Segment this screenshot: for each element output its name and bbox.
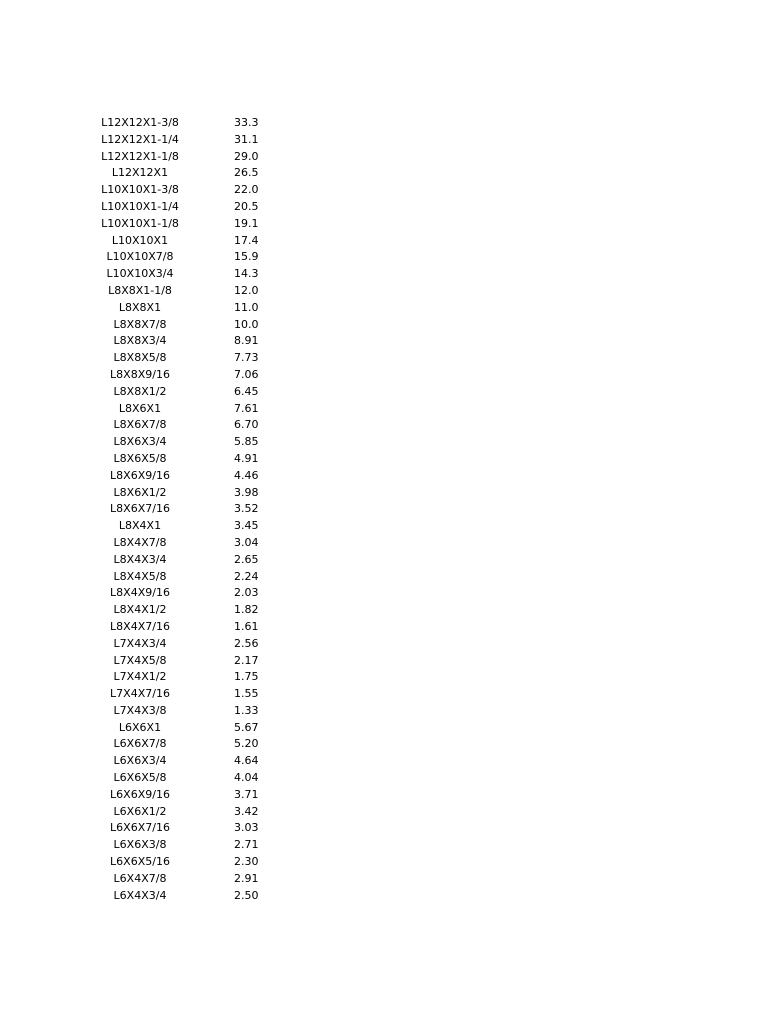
table-row	[0, 686, 768, 703]
section-name-cell: L8X4X3/4	[113, 552, 167, 566]
table-row	[0, 703, 768, 720]
value-cell: 14.3	[234, 267, 259, 281]
value-cell: 5.67	[234, 720, 259, 734]
table-row	[0, 787, 768, 804]
value-cell: 22.0	[234, 183, 259, 197]
table-row	[0, 317, 768, 334]
table-row	[0, 333, 768, 350]
value-cell: 4.46	[234, 468, 259, 482]
value-cell: 3.03	[234, 821, 259, 835]
section-name-cell: L6X6X3/8	[113, 838, 167, 852]
value-cell: 3.42	[234, 804, 259, 818]
section-name-cell: L12X12X1-3/8	[101, 116, 179, 129]
value-cell: 1.33	[234, 703, 259, 717]
value-cell: 11.0	[234, 300, 259, 314]
table-row	[0, 165, 768, 182]
value-cell: 2.65	[234, 552, 259, 566]
section-name-cell: L7X4X5/8	[113, 653, 167, 667]
section-name-cell: L8X6X3/4	[113, 435, 167, 449]
section-name-cell: L8X6X5/8	[113, 451, 167, 465]
table-row	[0, 888, 768, 905]
value-cell: 19.1	[234, 216, 259, 230]
value-cell: 1.61	[234, 619, 259, 633]
section-name-cell: L8X6X1	[118, 401, 162, 415]
table-row	[0, 300, 768, 317]
section-name-cell: L6X4X3/4	[113, 888, 167, 902]
value-cell: 1.75	[234, 670, 259, 684]
table-row	[0, 249, 768, 266]
table-row	[0, 233, 768, 250]
section-name-cell: L8X4X1	[118, 519, 162, 533]
table-row	[0, 283, 768, 300]
table-row	[0, 837, 768, 854]
section-name-cell: L8X6X7/8	[113, 418, 167, 432]
table-row	[0, 132, 768, 149]
value-cell: 2.91	[234, 871, 259, 885]
value-cell: 3.71	[234, 787, 259, 801]
table-row	[0, 820, 768, 837]
table-row	[0, 535, 768, 552]
value-cell: 7.06	[234, 367, 259, 381]
section-name-cell: L6X4X7/8	[113, 871, 167, 885]
table-row	[0, 182, 768, 199]
section-name-cell: L12X12X1	[111, 166, 169, 180]
value-cell: 26.5	[234, 166, 259, 180]
table-row	[0, 653, 768, 670]
value-cell: 2.03	[234, 586, 259, 600]
value-cell: 6.45	[234, 384, 259, 398]
table-row	[0, 451, 768, 468]
value-cell: 2.71	[234, 838, 259, 852]
value-cell: 5.20	[234, 737, 259, 751]
table-row	[0, 367, 768, 384]
section-name-cell: L10X10X1	[111, 233, 169, 247]
table-row	[0, 552, 768, 569]
table-row	[0, 585, 768, 602]
value-cell: 1.82	[234, 603, 259, 617]
section-name-cell: L8X8X3/4	[113, 334, 167, 348]
value-cell: 4.04	[234, 771, 259, 785]
table-row	[0, 518, 768, 535]
section-name-cell: L8X8X1-1/8	[108, 283, 172, 297]
table-row	[0, 753, 768, 770]
value-cell: 3.52	[234, 502, 259, 516]
value-cell: 2.24	[234, 569, 259, 583]
value-cell: 33.3	[234, 116, 259, 129]
section-name-cell: L8X8X7/8	[113, 317, 167, 331]
value-cell: 20.5	[234, 199, 259, 213]
section-name-cell: L7X4X3/8	[113, 703, 167, 717]
value-cell: 2.50	[234, 888, 259, 902]
table-row	[0, 619, 768, 636]
value-cell: 7.73	[234, 351, 259, 365]
section-name-cell: L8X4X9/16	[110, 586, 170, 600]
section-name-cell: L7X4X7/16	[110, 687, 170, 701]
value-cell: 2.56	[234, 636, 259, 650]
value-cell: 17.4	[234, 233, 259, 247]
table-row	[0, 384, 768, 401]
value-cell: 2.17	[234, 653, 259, 667]
value-cell: 7.61	[234, 401, 259, 415]
section-name-cell: L6X6X1	[118, 720, 162, 734]
table-row	[0, 485, 768, 502]
section-name-cell: L12X12X1-1/4	[101, 132, 179, 146]
section-name-cell: L10X10X1-1/4	[101, 199, 179, 213]
table-row	[0, 569, 768, 586]
table-row	[0, 720, 768, 737]
section-name-cell: L8X6X1/2	[113, 485, 167, 499]
section-name-cell: L6X6X3/4	[113, 754, 167, 768]
section-name-cell: L8X8X1/2	[113, 384, 167, 398]
section-name-cell: L8X8X9/16	[110, 367, 170, 381]
table-row	[0, 115, 768, 132]
value-cell: 3.04	[234, 535, 259, 549]
section-name-cell: L10X10X7/8	[106, 250, 174, 264]
table-row	[0, 636, 768, 653]
table-row	[0, 602, 768, 619]
value-cell: 3.45	[234, 519, 259, 533]
section-name-cell: L6X6X9/16	[110, 787, 170, 801]
table-row	[0, 266, 768, 283]
value-cell: 4.64	[234, 754, 259, 768]
value-cell: 1.55	[234, 687, 259, 701]
table-row	[0, 854, 768, 871]
table-row	[0, 468, 768, 485]
section-name-cell: L6X6X7/16	[110, 821, 170, 835]
table-row	[0, 871, 768, 888]
data-table	[0, 115, 768, 904]
section-name-cell: L12X12X1-1/8	[101, 149, 179, 163]
section-name-cell: L8X8X1	[118, 300, 162, 314]
table-row	[0, 199, 768, 216]
value-cell: 12.0	[234, 283, 259, 297]
section-name-cell: L6X6X5/16	[110, 855, 170, 869]
value-cell: 8.91	[234, 334, 259, 348]
table-row	[0, 417, 768, 434]
table-row	[0, 736, 768, 753]
value-cell: 29.0	[234, 149, 259, 163]
section-name-cell: L6X6X7/8	[113, 737, 167, 751]
section-name-cell: L7X4X1/2	[113, 670, 167, 684]
section-name-cell: L7X4X3/4	[113, 636, 167, 650]
section-name-cell: L10X10X1-3/8	[101, 183, 179, 197]
section-name-cell: L8X4X1/2	[113, 603, 167, 617]
value-cell: 6.70	[234, 418, 259, 432]
value-cell: 3.98	[234, 485, 259, 499]
value-cell: 31.1	[234, 132, 259, 146]
value-cell: 10.0	[234, 317, 259, 331]
table-row	[0, 770, 768, 787]
table-row	[0, 804, 768, 821]
section-name-cell: L8X4X7/8	[113, 535, 167, 549]
section-name-cell: L10X10X3/4	[106, 267, 174, 281]
table-row	[0, 149, 768, 166]
value-cell: 5.85	[234, 435, 259, 449]
section-name-cell: L8X4X7/16	[110, 619, 170, 633]
section-name-cell: L8X4X5/8	[113, 569, 167, 583]
table-row	[0, 434, 768, 451]
section-name-cell: L6X6X1/2	[113, 804, 167, 818]
value-cell: 15.9	[234, 250, 259, 264]
section-name-cell: L8X8X5/8	[113, 351, 167, 365]
table-row	[0, 401, 768, 418]
table-row	[0, 669, 768, 686]
section-name-cell: L6X6X5/8	[113, 771, 167, 785]
value-cell: 2.30	[234, 855, 259, 869]
section-name-cell: L8X6X9/16	[110, 468, 170, 482]
table-row	[0, 501, 768, 518]
value-cell: 4.91	[234, 451, 259, 465]
section-name-cell: L8X6X7/16	[110, 502, 170, 516]
table-row	[0, 216, 768, 233]
table-row	[0, 350, 768, 367]
section-name-cell: L10X10X1-1/8	[101, 216, 179, 230]
